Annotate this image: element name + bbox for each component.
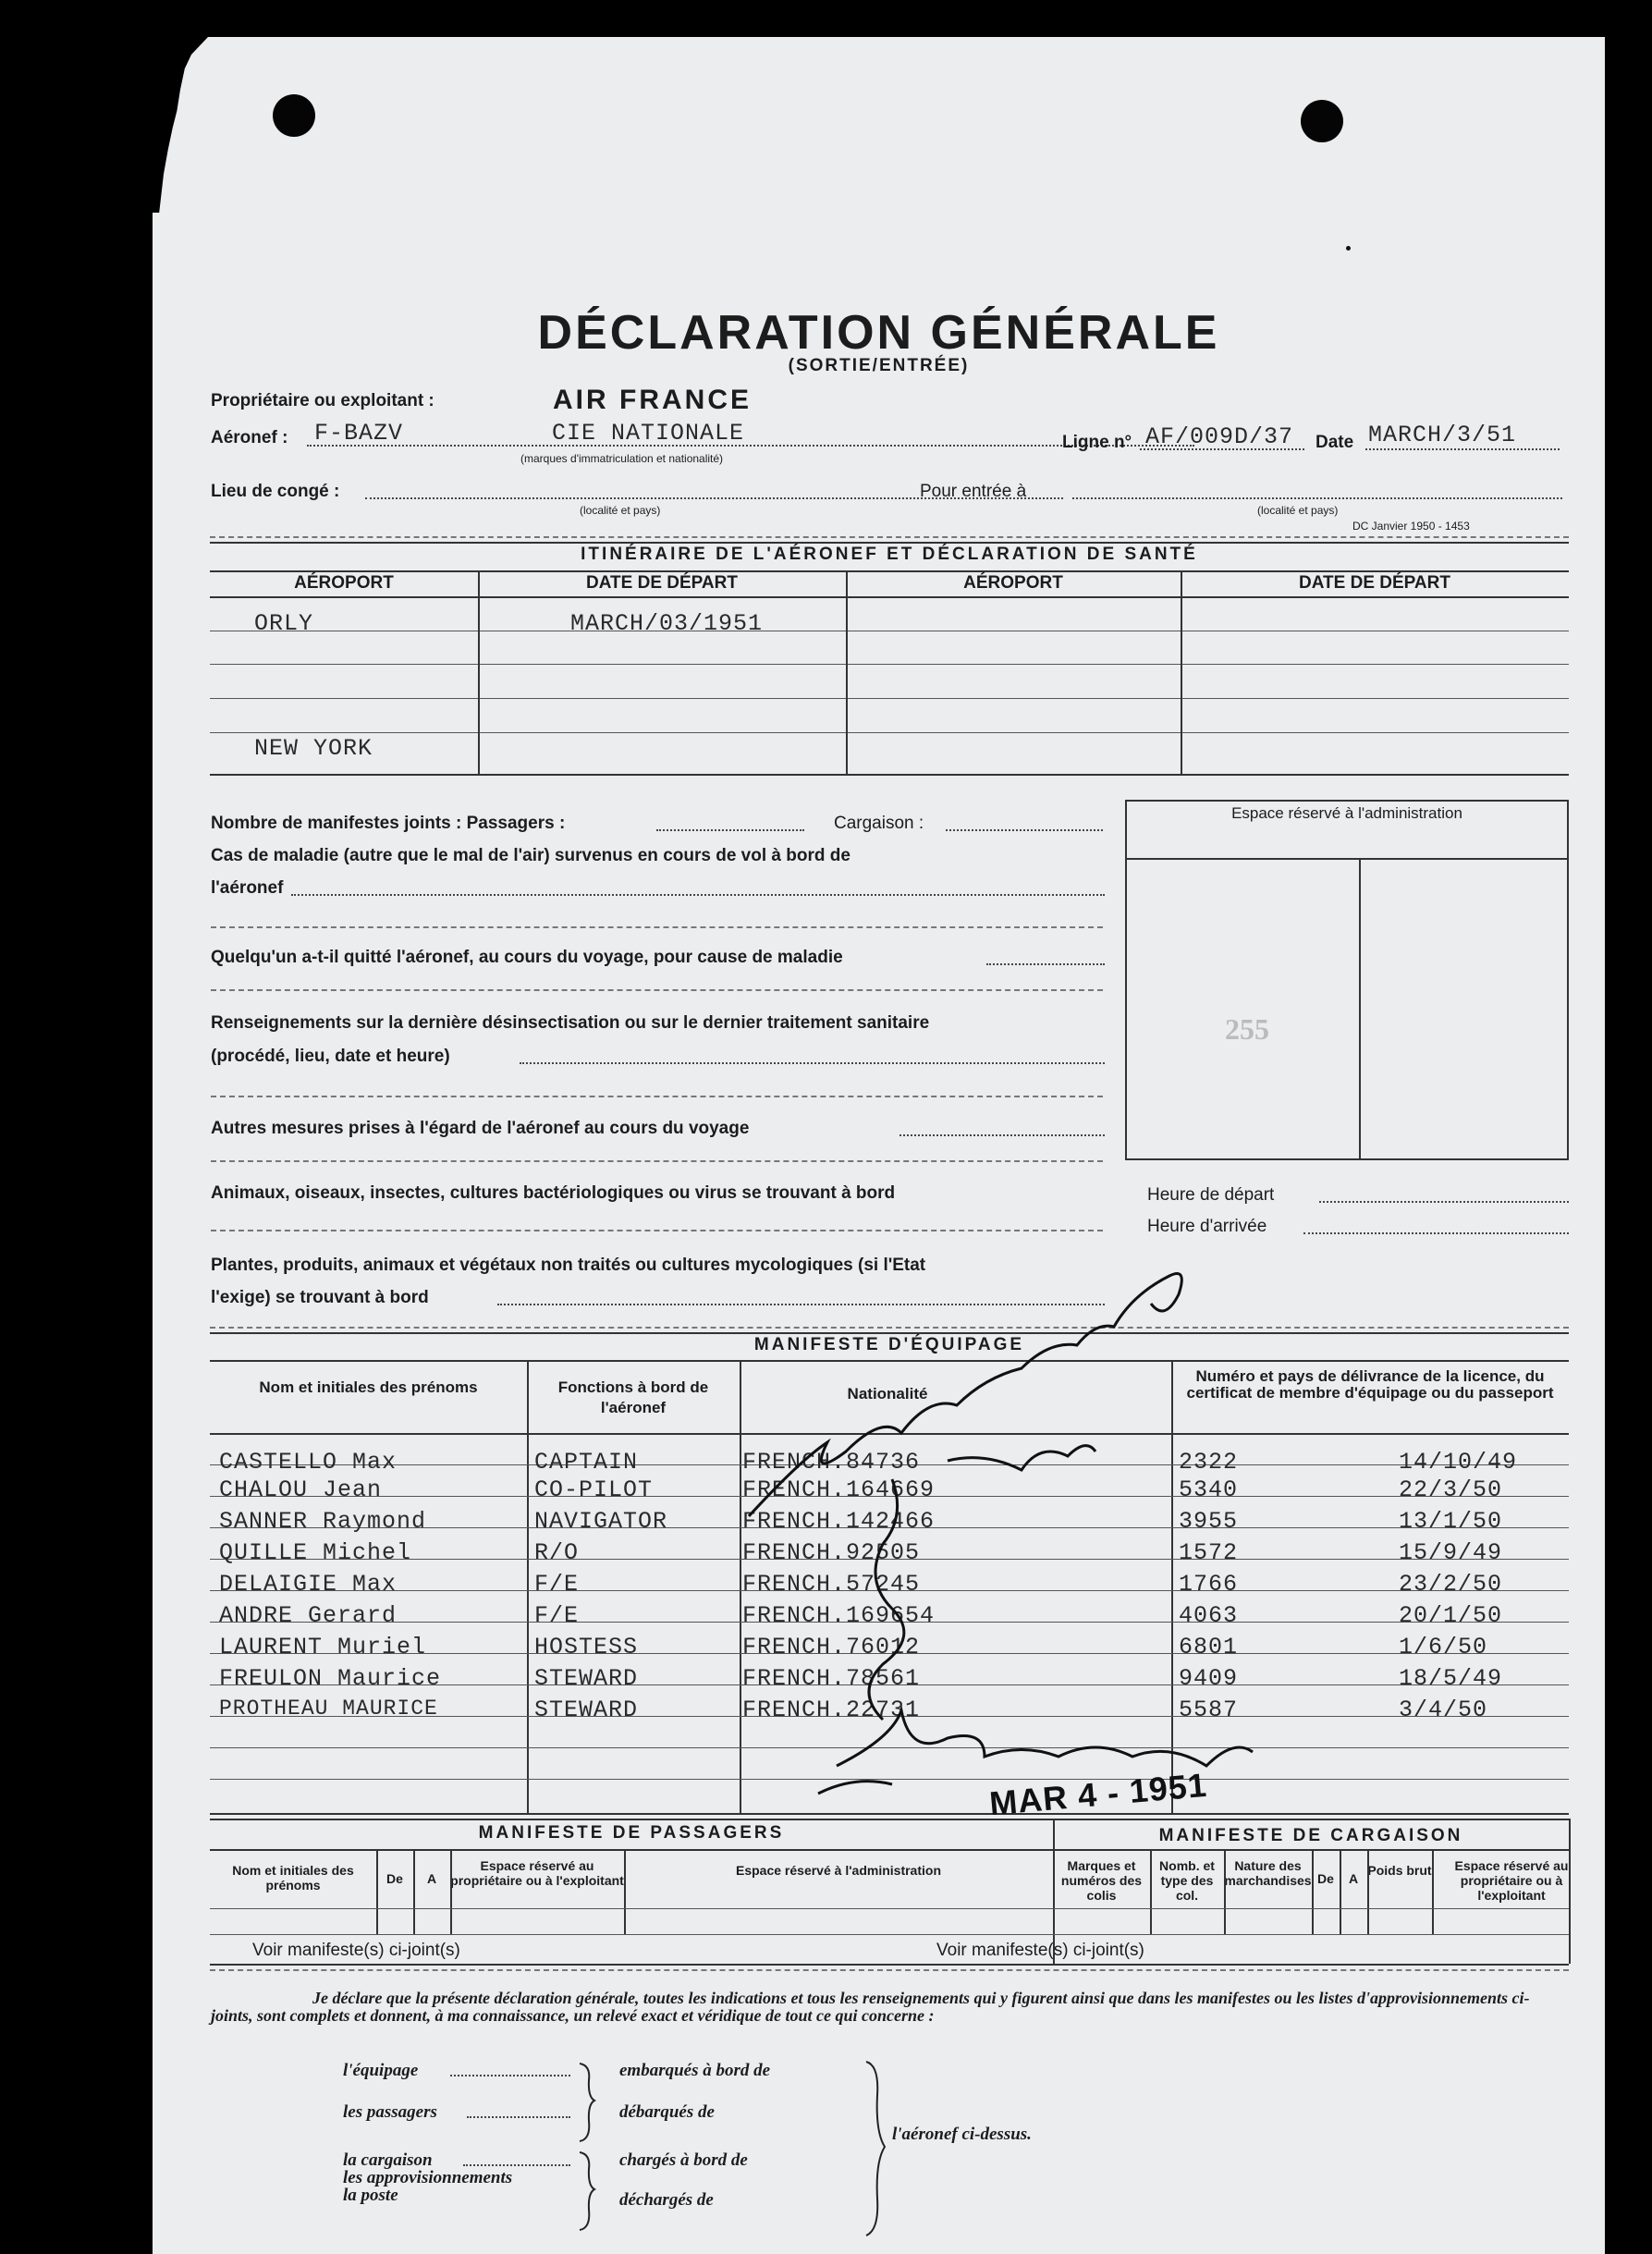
decl-equipage: l'équipage (343, 2061, 419, 2080)
form-subtitle: (SORTIE/ENTRÉE) (788, 356, 970, 375)
pass-col-a: A (426, 1871, 437, 1886)
crew-row-1-date: 14/10/49 (1399, 1449, 1518, 1476)
crew-row-4-number: 1572 (1179, 1539, 1239, 1566)
form-title: DÉCLARATION GÉNÉRALE (537, 306, 1220, 360)
crew-row-2-name: CHALOU Jean (219, 1476, 383, 1503)
pass-col-owner: Espace réservé au propriétaire ou à l'exploitant (450, 1858, 624, 1888)
crew-row-6-name: ANDRE Gerard (219, 1602, 398, 1629)
cargo-header: MANIFESTE DE CARGAISON (1158, 1826, 1463, 1845)
itin-col-date-2: DATE DE DÉPART (1299, 573, 1450, 593)
decl-poste: la poste (343, 2186, 398, 2205)
owner-value: AIR FRANCE (553, 385, 752, 415)
cargo-col-weight: Poids brut (1367, 1863, 1432, 1878)
signature-scribbles (744, 1239, 1262, 1812)
punch-hole-right (1301, 100, 1343, 142)
crew-row-9-number: 5587 (1179, 1697, 1239, 1723)
crew-row-8-number: 9409 (1179, 1665, 1239, 1692)
admin-number: 255 (1225, 1012, 1269, 1046)
cargo-col-de: De (1317, 1871, 1334, 1886)
crew-row-9-function: STEWARD (534, 1697, 639, 1723)
pass-voir-manifeste: Voir manifeste(s) ci-joint(s) (252, 1941, 460, 1960)
decl-charges: chargés à bord de (619, 2150, 748, 2170)
crew-header: MANIFESTE D'ÉQUIPAGE (753, 1335, 1025, 1354)
decl-debarques: débarqués de (619, 2102, 715, 2122)
crew-row-8-function: STEWARD (534, 1665, 639, 1692)
passenger-header: MANIFESTE DE PASSAGERS (478, 1823, 785, 1843)
itin-col-airport-2: AÉROPORT (963, 573, 1063, 593)
heure-depart-label: Heure de départ (1147, 1185, 1275, 1205)
date-value: MARCH/3/51 (1368, 422, 1517, 448)
date-stamp: MAR 4 - 1951 (987, 1765, 1209, 1823)
aircraft-label: Aéronef : (211, 428, 288, 447)
q-animaux: Animaux, oiseaux, insectes, cultures bactériologiques ou virus se trouvant à bord (211, 1183, 896, 1203)
q-maladie-2: l'aéronef (211, 878, 284, 898)
crew-row-7-name: LAURENT Muriel (219, 1634, 427, 1660)
decl-cargaison: la cargaison (343, 2150, 433, 2170)
pour-note: (localité et pays) (1257, 504, 1339, 517)
decl-passagers: les passagers (343, 2102, 437, 2122)
crew-row-6-number: 4063 (1179, 1602, 1239, 1629)
crew-row-2-date: 22/3/50 (1399, 1476, 1503, 1503)
crew-row-5-number: 1766 (1179, 1571, 1239, 1598)
torn-corner (153, 37, 208, 213)
itin-airport-newyork: NEW YORK (254, 735, 373, 762)
crew-row-2-function: CO-PILOT (534, 1476, 654, 1503)
admin-box (1125, 800, 1569, 1160)
heure-arrivee-label: Heure d'arrivée (1147, 1217, 1267, 1236)
date-label: Date (1315, 433, 1354, 452)
lieu-note: (localité et pays) (580, 504, 661, 517)
decl-aeronef: l'aéronef ci-dessus. (892, 2125, 1032, 2144)
crew-row-1-function: CAPTAIN (534, 1449, 639, 1476)
q-quitte: Quelqu'un a-t-il quitté l'aéronef, au cours du voyage, pour cause de maladie (211, 948, 843, 967)
crew-row-2-number: 5340 (1179, 1476, 1239, 1503)
decl-approvisionnements: les approvisionnements (343, 2168, 513, 2187)
crew-row-8-date: 18/5/49 (1399, 1665, 1503, 1692)
crew-row-2-nationality: FRENCH.164669 (742, 1476, 936, 1503)
crew-row-1-number: 2322 (1179, 1449, 1239, 1476)
q-desinsectisation: Renseignements sur la dernière désinsectisation ou sur le dernier traitement sanitaire (211, 1013, 930, 1033)
crew-row-4-function: R/O (534, 1539, 580, 1566)
crew-row-3-number: 3955 (1179, 1508, 1239, 1535)
crew-row-6-function: F/E (534, 1602, 580, 1629)
crew-row-4-name: QUILLE Michel (219, 1539, 412, 1566)
crew-row-4-date: 15/9/49 (1399, 1539, 1503, 1566)
cargo-col-marks: Marques et numéros des colis (1060, 1858, 1143, 1903)
crew-row-5-nationality: FRENCH.57245 (742, 1571, 921, 1598)
aircraft-note: (marques d'immatriculation et nationalité) (520, 452, 724, 465)
itinerary-header: ITINÉRAIRE DE L'AÉRONEF ET DÉCLARATION DE SANTÉ (581, 545, 1198, 564)
crew-row-4-nationality: FRENCH.92505 (742, 1539, 921, 1566)
crew-row-7-nationality: FRENCH.76012 (742, 1634, 921, 1660)
q-manifestes: Nombre de manifestes joints : Passagers : (211, 814, 566, 833)
cargo-col-owner: Espace réservé au propriétaire ou à l'exploitant (1454, 1858, 1569, 1903)
q-cargaison: Cargaison : (834, 814, 924, 833)
declaration-text: Je déclare que la présente déclaration générale, toutes les indications et tous les renseignements qui y figurent ainsi que dans les manifestes ou les listes d'approvisionnements ci-joints, sont complets et donnent, à ma connaissance, un relevé exact et véridique de tout ce qui concerne : (211, 1989, 1530, 2025)
line-value: AF/009D/37 (1145, 423, 1294, 450)
crew-row-9-date: 3/4/50 (1399, 1697, 1488, 1723)
brace-right (863, 2058, 890, 2243)
dc-note: DC Janvier 1950 - 1453 (1352, 520, 1470, 533)
cargo-voir-manifeste: Voir manifeste(s) ci-joint(s) (936, 1941, 1144, 1960)
crew-row-9-name: PROTHEAU MAURICE (219, 1697, 438, 1721)
crew-row-3-function: NAVIGATOR (534, 1508, 668, 1535)
itin-date-1: MARCH/03/1951 (570, 610, 764, 637)
crew-row-3-nationality: FRENCH.142466 (742, 1508, 936, 1535)
pass-col-admin: Espace réservé à l'administration (736, 1863, 941, 1878)
itin-col-date-1: DATE DE DÉPART (586, 573, 738, 593)
crew-col-name: Nom et initiales des prénoms (259, 1378, 478, 1396)
crew-row-3-date: 13/1/50 (1399, 1508, 1503, 1535)
decl-embarques: embarqués à bord de (619, 2061, 771, 2080)
crew-row-5-date: 23/2/50 (1399, 1571, 1503, 1598)
pour-label: Pour entrée à (920, 482, 1027, 501)
crew-col-licence: Numéro et pays de délivrance de la licence, du certificat de membre d'équipage ou du passeport (1186, 1367, 1554, 1402)
document-page (153, 37, 1605, 2254)
crew-row-5-name: DELAIGIE Max (219, 1571, 398, 1598)
speck (1346, 246, 1351, 251)
crew-row-5-function: F/E (534, 1571, 580, 1598)
admin-title: Espace réservé à l'administration (1231, 804, 1462, 822)
line-label: Ligne n° (1062, 433, 1132, 452)
crew-row-7-function: HOSTESS (534, 1634, 639, 1660)
crew-row-8-nationality: FRENCH.78561 (742, 1665, 921, 1692)
brace-left (576, 2060, 600, 2245)
q-desinsectisation-2: (procédé, lieu, date et heure) (211, 1047, 450, 1066)
crew-row-8-name: FREULON Maurice (219, 1665, 442, 1692)
aircraft-nationality: CIE NATIONALE (552, 420, 745, 447)
q-mesures: Autres mesures prises à l'égard de l'aéronef au cours du voyage (211, 1119, 750, 1138)
punch-hole-left (273, 94, 315, 137)
cargo-col-a: A (1348, 1871, 1359, 1886)
crew-row-1-nationality: FRENCH.84736 (742, 1449, 921, 1476)
pass-col-name: Nom et initiales des prénoms (232, 1863, 354, 1893)
crew-row-7-date: 1/6/50 (1399, 1634, 1488, 1660)
pass-col-de: De (386, 1871, 403, 1886)
cargo-col-nature: Nature des marchandises (1224, 1858, 1312, 1888)
itin-col-airport-1: AÉROPORT (294, 573, 394, 593)
crew-row-3-name: SANNER Raymond (219, 1508, 427, 1535)
crew-row-7-number: 6801 (1179, 1634, 1239, 1660)
aircraft-registration: F-BAZV (314, 420, 404, 447)
q-plantes-2: l'exige) se trouvant à bord (211, 1288, 429, 1307)
itin-airport-orly: ORLY (254, 610, 314, 637)
lieu-label: Lieu de congé : (211, 482, 340, 501)
crew-col-function: Fonctions à bord de l'aéronef (557, 1378, 709, 1416)
crew-row-1-name: CASTELLO Max (219, 1449, 398, 1476)
owner-label: Propriétaire ou exploitant : (211, 391, 434, 410)
crew-col-nationality: Nationalité (847, 1385, 928, 1403)
cargo-col-count: Nomb. et type des col. (1159, 1858, 1215, 1903)
crew-row-6-nationality: FRENCH.169654 (742, 1602, 936, 1629)
crew-row-6-date: 20/1/50 (1399, 1602, 1503, 1629)
q-maladie: Cas de maladie (autre que le mal de l'air) survenus en cours de vol à bord de (211, 846, 850, 865)
crew-row-9-nationality: FRENCH.22731 (742, 1697, 921, 1723)
decl-decharges: déchargés de (619, 2190, 714, 2210)
q-plantes: Plantes, produits, animaux et végétaux non traités ou cultures mycologiques (si l'Etat (211, 1256, 926, 1275)
